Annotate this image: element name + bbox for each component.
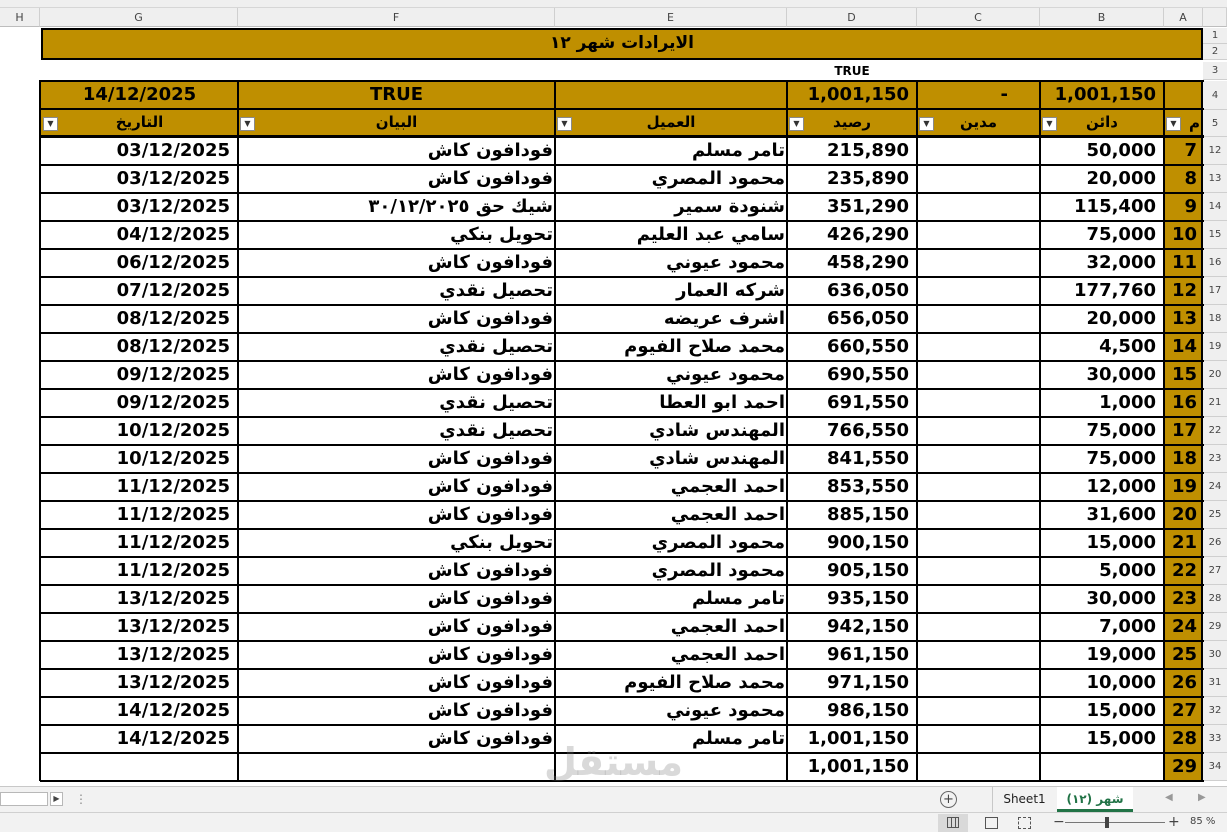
date-cell[interactable]: 03/12/2025	[116, 168, 230, 189]
row-header[interactable]: 18	[1203, 305, 1227, 333]
balance-cell[interactable]: 235,890	[827, 168, 909, 189]
debit-cell[interactable]	[917, 361, 1040, 389]
credit-cell[interactable]	[1040, 753, 1164, 781]
row-header[interactable]: 17	[1203, 277, 1227, 305]
index-cell[interactable]: 7	[1164, 137, 1203, 165]
description-cell[interactable]: فودافون كاش	[427, 364, 553, 385]
balance-cell[interactable]: 853,550	[827, 476, 909, 497]
index-cell[interactable]: 19	[1164, 473, 1203, 501]
client-cell[interactable]: احمد العجمي	[670, 504, 785, 525]
row-header[interactable]: 12	[1203, 137, 1227, 165]
scroll-left-icon[interactable]: ◀	[1165, 792, 1173, 803]
row-header[interactable]: 3	[1203, 62, 1227, 80]
row-header[interactable]: 14	[1203, 193, 1227, 221]
grid-line	[40, 612, 1204, 614]
description-cell[interactable]	[238, 753, 555, 781]
row-header[interactable]: 4	[1203, 81, 1227, 110]
horizontal-scrollbar[interactable]	[0, 792, 48, 806]
summary-debit-total[interactable]: -	[917, 81, 1040, 109]
index-cell[interactable]: 10	[1164, 221, 1203, 249]
debit-cell[interactable]	[917, 753, 1040, 781]
balance-cell[interactable]: 660,550	[827, 336, 909, 357]
description-cell[interactable]: تحصيل نقدي	[439, 280, 553, 301]
scroll-right-icon[interactable]: ▶	[1198, 792, 1206, 803]
grid-line	[39, 80, 41, 781]
date-cell[interactable]: 03/12/2025	[116, 196, 230, 217]
index-cell[interactable]: 20	[1164, 501, 1203, 529]
description-cell[interactable]: فودافون كاش	[427, 448, 553, 469]
grid-line	[40, 136, 1204, 138]
client-cell[interactable]: اشرف عريضه	[663, 308, 785, 329]
formula-area-edge	[0, 0, 1227, 8]
debit-cell[interactable]	[917, 529, 1040, 557]
add-sheet-icon[interactable]: +	[940, 791, 957, 808]
header-description[interactable]: البيان	[238, 110, 555, 136]
balance-cell[interactable]: 690,550	[827, 364, 909, 385]
credit-cell[interactable]: 30,000	[1086, 588, 1156, 609]
grid-line	[916, 80, 918, 781]
balance-cell[interactable]: 971,150	[827, 672, 909, 693]
row-header[interactable]: 1	[1203, 28, 1227, 44]
debit-cell[interactable]	[917, 445, 1040, 473]
column-header-a[interactable]: A	[1164, 8, 1203, 27]
summary-client[interactable]	[555, 81, 787, 109]
summary-balance[interactable]: 1,001,150	[787, 81, 917, 109]
zoom-slider[interactable]	[1065, 822, 1165, 823]
row-header[interactable]: 32	[1203, 697, 1227, 725]
debit-cell[interactable]	[917, 669, 1040, 697]
date-cell[interactable]: 09/12/2025	[116, 364, 230, 385]
client-cell[interactable]: احمد العجمي	[670, 616, 785, 637]
client-cell[interactable]: محمود عيوني	[666, 364, 785, 385]
grid-line	[40, 360, 1204, 362]
tab-sheet1[interactable]: Sheet1	[992, 787, 1056, 812]
credit-cell[interactable]: 20,000	[1086, 168, 1156, 189]
client-cell[interactable]: سامي عبد العليم	[636, 224, 785, 245]
credit-cell[interactable]: 7,000	[1099, 616, 1156, 637]
select-all-corner[interactable]	[1203, 8, 1227, 27]
description-cell[interactable]: فودافون كاش	[427, 504, 553, 525]
date-cell[interactable]: 13/12/2025	[116, 616, 230, 637]
credit-cell[interactable]: 15,000	[1086, 532, 1156, 553]
index-cell[interactable]: 12	[1164, 277, 1203, 305]
description-cell[interactable]: فودافون كاش	[427, 476, 553, 497]
column-header-d[interactable]: D	[787, 8, 917, 27]
grid-line	[40, 80, 1204, 82]
description-cell[interactable]: فودافون كاش	[427, 252, 553, 273]
column-header-b[interactable]: B	[1040, 8, 1164, 27]
filter-dropdown-icon[interactable]: ▼	[789, 117, 804, 131]
grid-line	[237, 80, 239, 781]
client-cell[interactable]: تامر مسلم	[691, 728, 785, 749]
row-header[interactable]: 20	[1203, 361, 1227, 389]
filter-dropdown-icon[interactable]: ▼	[1166, 117, 1181, 131]
grid-line	[1201, 80, 1203, 781]
index-cell[interactable]: 11	[1164, 249, 1203, 277]
row-header[interactable]: 26	[1203, 529, 1227, 557]
client-cell[interactable]: محمود المصري	[651, 560, 785, 581]
row-header[interactable]: 5	[1203, 110, 1227, 137]
client-cell[interactable]: شركه العمار	[676, 280, 785, 301]
index-cell[interactable]: 15	[1164, 361, 1203, 389]
sheet-tab-bar	[0, 786, 1227, 812]
tab-month-12[interactable]: شهر (١٢)	[1057, 787, 1133, 812]
credit-cell[interactable]: 5,000	[1099, 560, 1156, 581]
debit-cell[interactable]	[917, 277, 1040, 305]
balance-cell[interactable]: 691,550	[827, 392, 909, 413]
balance-cell[interactable]: 942,150	[827, 616, 909, 637]
normal-view-icon[interactable]	[938, 814, 968, 832]
grid-line	[40, 416, 1204, 418]
grid-line	[40, 696, 1204, 698]
row-header[interactable]: 22	[1203, 417, 1227, 445]
filter-dropdown-icon[interactable]: ▼	[1042, 117, 1057, 131]
grid-line	[786, 80, 788, 781]
debit-cell[interactable]	[917, 137, 1040, 165]
debit-cell[interactable]	[917, 501, 1040, 529]
grid-line	[554, 80, 556, 781]
debit-cell[interactable]	[917, 473, 1040, 501]
description-cell[interactable]: فودافون كاش	[427, 700, 553, 721]
date-cell[interactable]	[40, 753, 238, 781]
date-cell[interactable]: 03/12/2025	[116, 140, 230, 161]
grid-line	[40, 192, 1204, 194]
description-cell[interactable]: فودافون كاش	[427, 560, 553, 581]
grid-line	[40, 332, 1204, 334]
debit-cell[interactable]	[917, 697, 1040, 725]
debit-cell[interactable]	[917, 725, 1040, 753]
filter-dropdown-icon[interactable]: ▼	[240, 117, 255, 131]
date-cell[interactable]: 06/12/2025	[116, 252, 230, 273]
client-cell[interactable]: محمد صلاح الفيوم	[624, 336, 785, 357]
grid-line	[1163, 80, 1165, 781]
date-cell[interactable]: 09/12/2025	[116, 392, 230, 413]
scroll-right-icon[interactable]: ▶	[50, 792, 63, 806]
client-cell[interactable]: المهندس شادي	[649, 420, 785, 441]
index-cell[interactable]: 29	[1164, 753, 1203, 781]
row-header[interactable]: 13	[1203, 165, 1227, 193]
grid-line	[40, 220, 1204, 222]
balance-cell[interactable]: 636,050	[827, 280, 909, 301]
index-cell[interactable]: 17	[1164, 417, 1203, 445]
credit-cell[interactable]: 75,000	[1086, 224, 1156, 245]
date-cell[interactable]: 13/12/2025	[116, 672, 230, 693]
debit-cell[interactable]	[917, 249, 1040, 277]
date-cell[interactable]: 08/12/2025	[116, 336, 230, 357]
row-header[interactable]: 29	[1203, 613, 1227, 641]
client-cell[interactable]: محمد صلاح الفيوم	[624, 672, 785, 693]
zoom-in-button[interactable]: +	[1168, 814, 1180, 830]
credit-cell[interactable]: 115,400	[1074, 196, 1156, 217]
grid-line	[40, 500, 1204, 502]
grid-line	[40, 248, 1204, 250]
debit-cell[interactable]	[917, 417, 1040, 445]
debit-cell[interactable]	[917, 193, 1040, 221]
credit-cell[interactable]: 50,000	[1086, 140, 1156, 161]
balance-cell[interactable]: 1,001,150	[807, 756, 909, 777]
description-cell[interactable]: فودافون كاش	[427, 308, 553, 329]
row-header[interactable]: 28	[1203, 585, 1227, 613]
grid-line	[40, 108, 1204, 110]
client-cell[interactable]: محمود المصري	[651, 168, 785, 189]
credit-cell[interactable]: 177,760	[1074, 280, 1156, 301]
balance-cell[interactable]: 905,150	[827, 560, 909, 581]
row-header[interactable]: 24	[1203, 473, 1227, 501]
filter-dropdown-icon[interactable]: ▼	[43, 117, 58, 131]
credit-cell[interactable]: 4,500	[1099, 336, 1156, 357]
grid-line	[40, 472, 1204, 474]
grid-line	[40, 388, 1204, 390]
row-header[interactable]: 25	[1203, 501, 1227, 529]
balance-cell[interactable]: 900,150	[827, 532, 909, 553]
client-cell[interactable]: شنودة سمير	[674, 196, 785, 217]
row-header[interactable]: 27	[1203, 557, 1227, 585]
title-banner[interactable]	[41, 28, 1203, 60]
page-layout-icon[interactable]	[985, 817, 998, 829]
description-cell[interactable]: فودافون كاش	[427, 616, 553, 637]
balance-cell[interactable]: 841,550	[827, 448, 909, 469]
index-cell[interactable]: 24	[1164, 613, 1203, 641]
balance-cell[interactable]: 215,890	[827, 140, 909, 161]
description-cell[interactable]: شيك حق ٣٠/١٢/٢٠٢٥	[368, 196, 553, 217]
credit-cell[interactable]: 1,000	[1099, 392, 1156, 413]
index-cell[interactable]: 23	[1164, 585, 1203, 613]
credit-cell[interactable]: 15,000	[1086, 728, 1156, 749]
row-header[interactable]: 19	[1203, 333, 1227, 361]
client-cell[interactable]: محمود المصري	[651, 532, 785, 553]
column-header-h[interactable]: H	[0, 8, 40, 27]
debit-cell[interactable]	[917, 389, 1040, 417]
date-cell[interactable]: 07/12/2025	[116, 280, 230, 301]
row-header[interactable]: 23	[1203, 445, 1227, 473]
description-cell[interactable]: تحصيل نقدي	[439, 392, 553, 413]
grid-line	[40, 640, 1204, 642]
balance-cell[interactable]: 1,001,150	[807, 728, 909, 749]
row-header[interactable]: 2	[1203, 44, 1227, 60]
header-credit[interactable]: دائن	[1040, 110, 1164, 136]
credit-cell[interactable]: 10,000	[1086, 672, 1156, 693]
description-cell[interactable]: فودافون كاش	[427, 728, 553, 749]
date-cell[interactable]: 08/12/2025	[116, 308, 230, 329]
index-cell[interactable]: 18	[1164, 445, 1203, 473]
balance-cell[interactable]: 766,550	[827, 420, 909, 441]
date-cell[interactable]: 10/12/2025	[116, 420, 230, 441]
balance-cell[interactable]: 885,150	[827, 504, 909, 525]
debit-cell[interactable]	[917, 557, 1040, 585]
grid-line	[40, 444, 1204, 446]
summary-credit-total[interactable]: 1,001,150	[1040, 81, 1164, 109]
date-cell[interactable]: 11/12/2025	[116, 504, 230, 525]
header-client[interactable]: العميل	[555, 110, 787, 136]
index-cell[interactable]: 16	[1164, 389, 1203, 417]
description-cell[interactable]: تحصيل نقدي	[439, 420, 553, 441]
description-cell[interactable]: تحويل بنكي	[450, 224, 553, 245]
page-title: الايرادات شهر ١٢	[549, 33, 695, 53]
grid-line	[40, 276, 1204, 278]
page-break-icon[interactable]	[1018, 817, 1031, 829]
row-header[interactable]: 31	[1203, 669, 1227, 697]
zoom-slider-thumb[interactable]	[1105, 817, 1109, 828]
row-header[interactable]: 33	[1203, 725, 1227, 753]
summary-date[interactable]: 14/12/2025	[41, 81, 238, 109]
client-cell[interactable]: احمد العجمي	[670, 644, 785, 665]
index-cell[interactable]: 9	[1164, 193, 1203, 221]
row3-flag[interactable]: TRUE	[834, 64, 870, 78]
date-cell[interactable]: 04/12/2025	[116, 224, 230, 245]
grid-line	[40, 668, 1204, 670]
client-cell[interactable]: تامر مسلم	[691, 140, 785, 161]
row-header[interactable]: 34	[1203, 753, 1227, 781]
credit-cell[interactable]: 30,000	[1086, 364, 1156, 385]
credit-cell[interactable]: 75,000	[1086, 448, 1156, 469]
description-cell[interactable]: فودافون كاش	[427, 168, 553, 189]
date-cell[interactable]: 11/12/2025	[116, 476, 230, 497]
grid-line	[40, 724, 1204, 726]
credit-cell[interactable]: 32,000	[1086, 252, 1156, 273]
summary-col-a[interactable]	[1164, 81, 1203, 109]
description-cell[interactable]: تحصيل نقدي	[439, 336, 553, 357]
status-bar	[0, 812, 1227, 832]
index-cell[interactable]: 22	[1164, 557, 1203, 585]
grid-line	[40, 528, 1204, 530]
index-cell[interactable]: 13	[1164, 305, 1203, 333]
balance-cell[interactable]: 458,290	[827, 252, 909, 273]
date-cell[interactable]: 14/12/2025	[116, 728, 230, 749]
balance-cell[interactable]: 935,150	[827, 588, 909, 609]
index-cell[interactable]: 27	[1164, 697, 1203, 725]
debit-cell[interactable]	[917, 585, 1040, 613]
description-cell[interactable]: فودافون كاش	[427, 644, 553, 665]
client-cell[interactable]: احمد ابو العطا	[659, 392, 785, 413]
credit-cell[interactable]: 15,000	[1086, 700, 1156, 721]
date-cell[interactable]: 11/12/2025	[116, 532, 230, 553]
summary-flag[interactable]: TRUE	[238, 81, 555, 109]
debit-cell[interactable]	[917, 613, 1040, 641]
grid-line	[40, 304, 1204, 306]
grid-line	[1039, 80, 1041, 781]
client-cell[interactable]: محمود عيوني	[666, 252, 785, 273]
balance-cell[interactable]: 986,150	[827, 700, 909, 721]
debit-cell[interactable]	[917, 641, 1040, 669]
row-header[interactable]: 30	[1203, 641, 1227, 669]
credit-cell[interactable]: 20,000	[1086, 308, 1156, 329]
balance-cell[interactable]: 426,290	[827, 224, 909, 245]
client-cell[interactable]: المهندس شادي	[649, 448, 785, 469]
grid-line	[40, 584, 1204, 586]
credit-cell[interactable]: 75,000	[1086, 420, 1156, 441]
description-cell[interactable]: فودافون كاش	[427, 140, 553, 161]
column-header-e[interactable]: E	[555, 8, 787, 27]
header-date[interactable]: التاريخ	[41, 110, 238, 136]
balance-cell[interactable]: 351,290	[827, 196, 909, 217]
debit-cell[interactable]	[917, 333, 1040, 361]
row-header[interactable]: 21	[1203, 389, 1227, 417]
filter-dropdown-icon[interactable]: ▼	[919, 117, 934, 131]
client-cell[interactable]: محمود عيوني	[666, 700, 785, 721]
date-cell[interactable]: 14/12/2025	[116, 700, 230, 721]
client-cell[interactable]: احمد العجمي	[670, 476, 785, 497]
description-cell[interactable]: فودافون كاش	[427, 588, 553, 609]
credit-cell[interactable]: 19,000	[1086, 644, 1156, 665]
column-header-c[interactable]: C	[917, 8, 1040, 27]
debit-cell[interactable]	[917, 221, 1040, 249]
index-cell[interactable]: 14	[1164, 333, 1203, 361]
row-header[interactable]: 15	[1203, 221, 1227, 249]
description-cell[interactable]: تحويل بنكي	[450, 532, 553, 553]
column-header-f[interactable]: F	[238, 8, 555, 27]
index-cell[interactable]: 26	[1164, 669, 1203, 697]
date-cell[interactable]: 10/12/2025	[116, 448, 230, 469]
index-cell[interactable]: 21	[1164, 529, 1203, 557]
client-cell[interactable]: تامر مسلم	[691, 588, 785, 609]
header-balance[interactable]: رصيد	[787, 110, 917, 136]
grid-line	[40, 556, 1204, 558]
zoom-out-button[interactable]: −	[1053, 814, 1065, 830]
index-cell[interactable]: 25	[1164, 641, 1203, 669]
description-cell[interactable]: فودافون كاش	[427, 672, 553, 693]
credit-cell[interactable]: 12,000	[1086, 476, 1156, 497]
balance-cell[interactable]: 656,050	[827, 308, 909, 329]
row-header[interactable]: 16	[1203, 249, 1227, 277]
grid-line	[40, 164, 1204, 166]
watermark-logo: مستقل	[544, 740, 683, 784]
index-cell[interactable]: 28	[1164, 725, 1203, 753]
filter-dropdown-icon[interactable]: ▼	[557, 117, 572, 131]
date-cell[interactable]: 13/12/2025	[116, 588, 230, 609]
tab-split-handle[interactable]: ⋮	[75, 792, 87, 806]
date-cell[interactable]: 13/12/2025	[116, 644, 230, 665]
balance-cell[interactable]: 961,150	[827, 644, 909, 665]
index-cell[interactable]: 8	[1164, 165, 1203, 193]
debit-cell[interactable]	[917, 165, 1040, 193]
column-header-g[interactable]: G	[40, 8, 238, 27]
date-cell[interactable]: 11/12/2025	[116, 560, 230, 581]
header-index[interactable]: م	[1164, 110, 1203, 136]
header-debit[interactable]: مدين	[917, 110, 1040, 136]
credit-cell[interactable]: 31,600	[1086, 504, 1156, 525]
debit-cell[interactable]	[917, 305, 1040, 333]
zoom-level[interactable]: 85 %	[1190, 816, 1216, 827]
